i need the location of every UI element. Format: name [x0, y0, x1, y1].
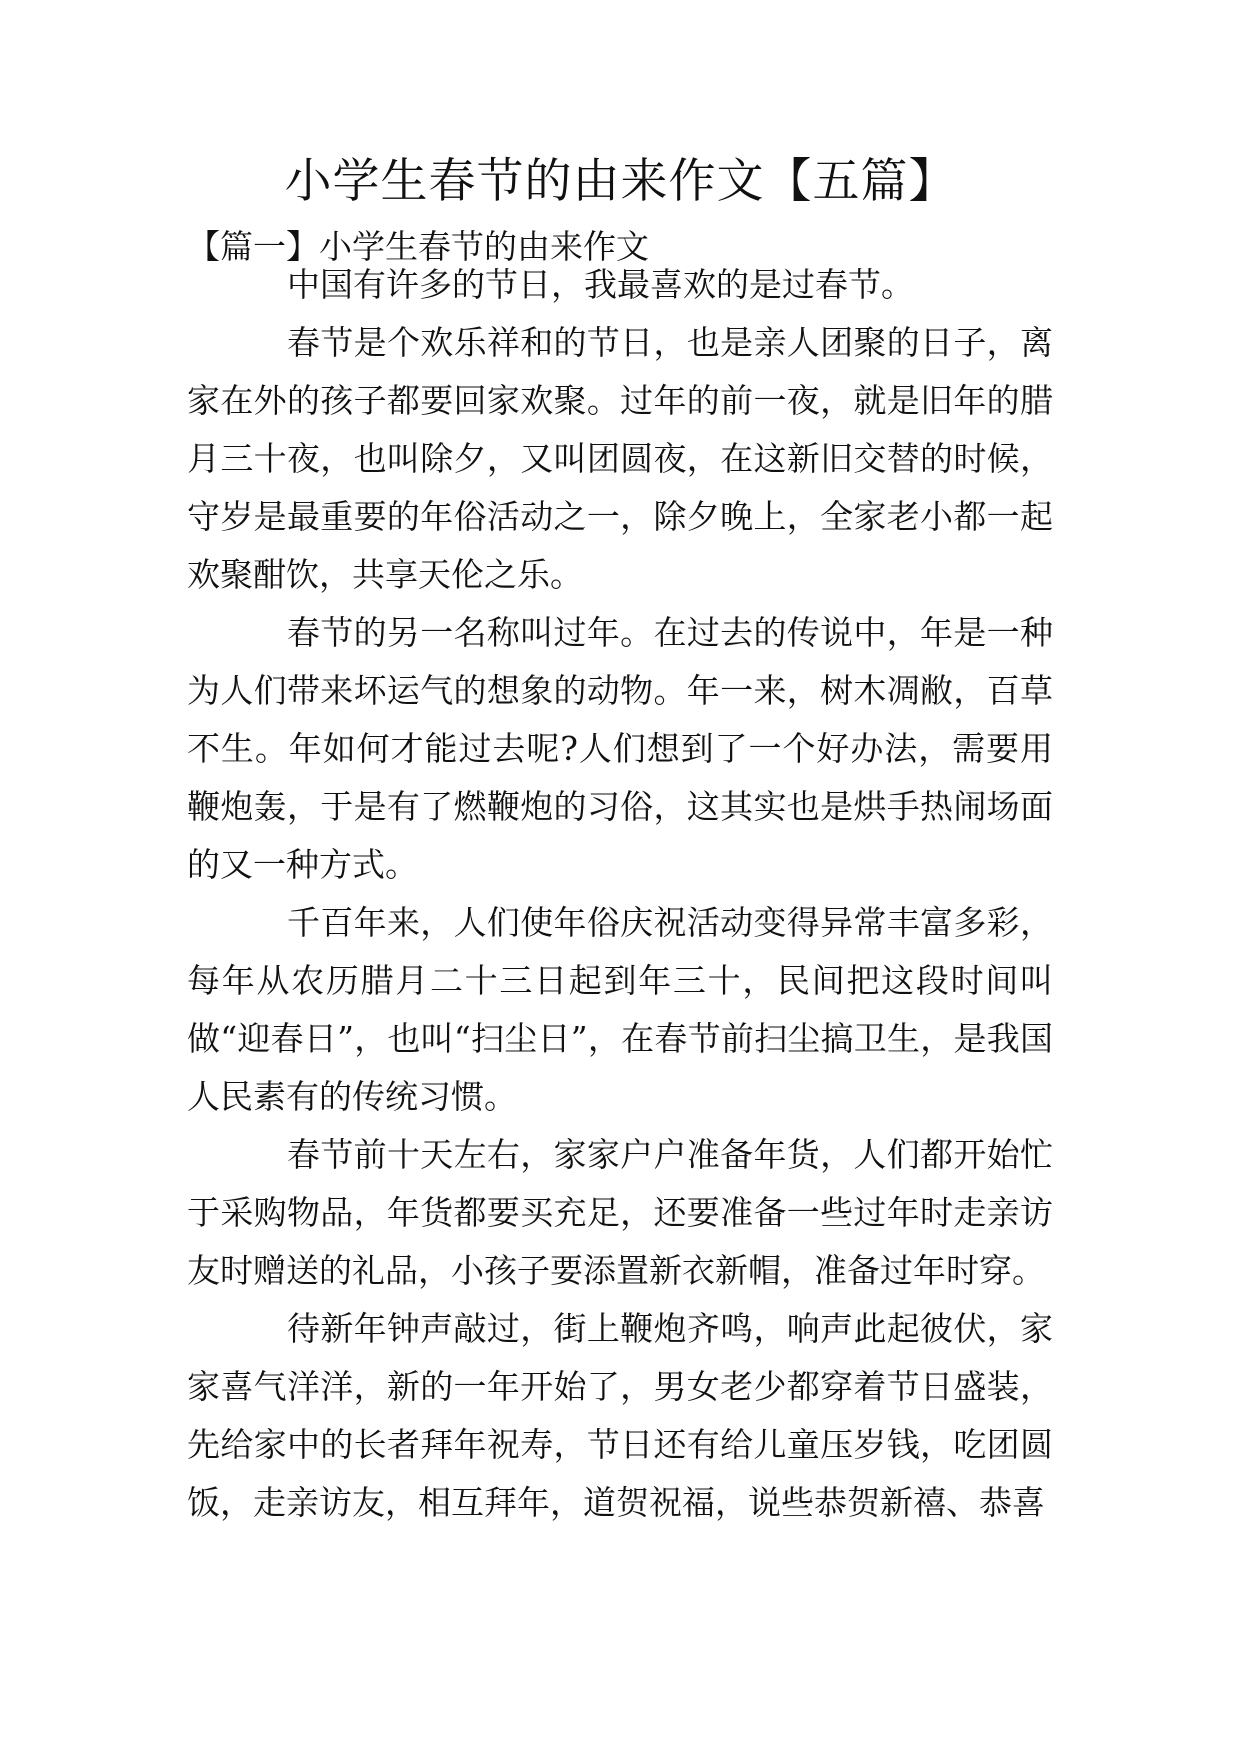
paragraph: 春节是个欢乐祥和的节日，也是亲人团聚的日子，离家在外的孩子都要回家欢聚。过年的前一夜，就是旧年的腊月三十夜，也叫除夕，又叫团圆夜，在这新旧交替的时候，守岁是最重要的年俗活动之一，除夕晚上，全家老小都一起欢聚酣饮，共享天伦之乐。: [187, 323, 1053, 594]
paragraph: 春节前十天左右，家家户户准备年货，人们都开始忙于采购物品，年货都要买充足，还要准备一些过年时走亲访友时赠送的礼品，小孩子要添置新衣新帽，准备过年时穿。: [187, 1135, 1053, 1290]
paragraph: 春节的另一名称叫过年。在过去的传说中，年是一种为人们带来坏运气的想象的动物。年一来，树木凋敝，百草不生。年如何才能过去呢?人们想到了一个好办法，需要用鞭炮轰，于是有了燃鞭炮的习俗，这其实也是烘手热闹场面的又一种方式。: [187, 613, 1053, 884]
document-title: 小学生春节的由来作文【五篇】: [284, 154, 957, 209]
section-heading: 【篇一】小学生春节的由来作文: [187, 227, 649, 266]
paragraph: 千百年来，人们使年俗庆祝活动变得异常丰富多彩，每年从农历腊月二十三日起到年三十，民间把这段时间叫做“迎春日”，也叫“扫尘日”，在春节前扫尘搞卫生，是我国人民素有的传统习惯。: [187, 903, 1053, 1116]
document-body: [187, 256, 1053, 1532]
paragraph: 待新年钟声敲过，街上鞭炮齐鸣，响声此起彼伏，家家喜气洋洋，新的一年开始了，男女老少都穿着节日盛装，先给家中的长者拜年祝寿，节日还有给儿童压岁钱，吃团圆饭，走亲访友，相互拜年，道贺祝福，说些恭贺新禧、恭喜: [187, 1309, 1053, 1522]
paragraph: 中国有许多的节日，我最喜欢的是过春节。: [287, 265, 914, 304]
